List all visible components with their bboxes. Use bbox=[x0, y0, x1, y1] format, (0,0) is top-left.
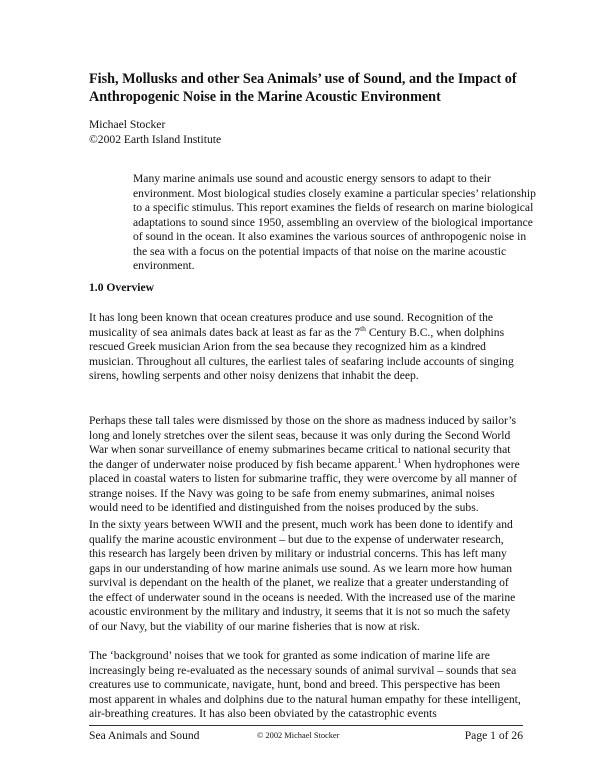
author-block bbox=[89, 118, 221, 147]
footnote-marker: 1 bbox=[397, 455, 402, 465]
paragraph-2-text-b: When hydrophones were placed in coastal waters to listen for submarine traffic, they were overcome by all manner of strange noises. If the Navy was going to be safe from enemy submarines, animal noises would need to be identified and distinguished from the noises produced by the subs. bbox=[89, 457, 520, 514]
paragraph-1-text-a: It has long been known that ocean creatures produce and use sound. Recognition of the musicality of sea animals dates back at least as far as the 7 bbox=[89, 311, 494, 339]
paragraph-2 bbox=[89, 414, 521, 516]
footer-divider bbox=[89, 725, 523, 726]
author-name: Michael Stocker bbox=[89, 118, 166, 131]
paragraph-3: In the sixty years between WWII and the present, much work has been done to identify and qualify the marine acoustic environment – but due to the expense of underwater research, this research has largely been driven by military or industrial concerns. This has left many gaps in our understanding of how marine animals use sound. As we learn more how human survival is dependant on the health of the planet, we realize that a greater understanding of the effect of underwater sound in the oceans is needed. With the increased use of the marine acoustic environment by the military and industry, it seems that it is not so much the safety of our Navy, but the viability of our marine fisheries that is now at risk. bbox=[89, 518, 516, 633]
paragraph-2-text-a: Perhaps these tall tales were dismissed by those on the shore as madness induced by sailor’s long and lonely stretches over the silent seas, because it was only during the Second World War when sonar surveillance of enemy submarines became critical to national security that the danger of underwater noise produced by fish became apparent. bbox=[89, 414, 517, 471]
paragraph-1 bbox=[89, 311, 521, 384]
footer-running-title: Sea Animals and Sound bbox=[89, 729, 200, 742]
section-heading: 1.0 Overview bbox=[89, 281, 155, 294]
paper-title: Fish, Mollusks and other Sea Animals’ use of Sound, and the Impact of Anthropogenic Noise in the Marine Acoustic Environment bbox=[89, 71, 517, 105]
footer-copyright: © 2002 Michael Stocker bbox=[257, 731, 340, 740]
paragraph-1-text-b: Century B.C., when dolphins rescued Greek musician Arion from the sea because they recognized him as a kindred musician. Throughout all cultures, the earliest tales of seafaring include accounts of singing sirens, howling serpents and other noisy denizens that inhabit the deep. bbox=[89, 325, 514, 382]
ordinal-superscript: th bbox=[360, 323, 366, 333]
paragraph-4: The ‘background’ noises that we took for granted as some indication of marine life are increasingly being re-evaluated as the necessary sounds of animal survival – sounds that sea creatures use to communicate, navigate, hunt, bond and breed. This perspective has been most apparent in whales and dolphins due to the natural human empathy for these intelligent, air-breathing creatures. It has also been obviated by the catastrophic events bbox=[89, 649, 521, 720]
copyright-line: ©2002 Earth Island Institute bbox=[89, 132, 222, 146]
footer-page-number: Page 1 of 26 bbox=[464, 729, 523, 742]
abstract: Many marine animals use sound and acoustic energy sensors to adapt to their environment. Most biological studies closely examine a particular species’ relationship to a specific stimulus. This report examines the fields of research on marine biological adaptations to sound since 1950, assembling an overview of the biological importance of sound in the ocean. It also examines the various sources of anthropogenic noise in the sea with a focus on the potential impacts of that noise on the marine acoustic environment. bbox=[133, 172, 536, 272]
page-footer bbox=[89, 729, 523, 745]
